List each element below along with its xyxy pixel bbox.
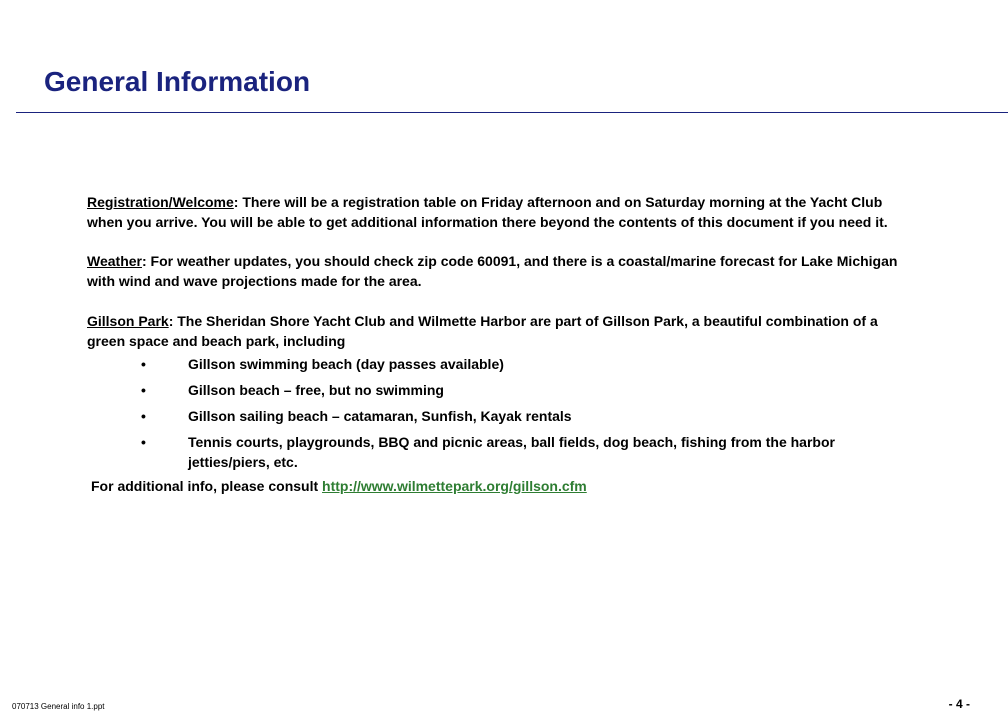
title-divider [16, 112, 1008, 113]
list-item [87, 354, 917, 374]
bullet-icon: • [141, 408, 146, 424]
list-item-text: Gillson beach – free, but no swimming [188, 382, 444, 398]
gillson-park-link[interactable]: http://www.wilmettepark.org/gillson.cfm [322, 478, 587, 494]
footer-filename: 070713 General info 1.ppt [12, 702, 105, 711]
weather-text: : For weather updates, you should check zip code 60091, and there is a coastal/marine forecast for Lake Michigan with wind and wave projections made for the area. [87, 253, 898, 289]
list-item-text: Gillson swimming beach (day passes available) [188, 356, 504, 372]
bullet-icon: • [141, 382, 146, 398]
more-info-paragraph [91, 476, 917, 496]
page-title: General Information [44, 66, 311, 97]
weather-label: Weather [87, 253, 142, 269]
page-number: - 4 - [948, 697, 970, 711]
list-item-text: Gillson sailing beach – catamaran, Sunfish, Kayak rentals [188, 408, 572, 424]
list-item [87, 406, 917, 426]
gillson-label: Gillson Park [87, 313, 169, 329]
list-item [87, 380, 917, 400]
registration-label: Registration/Welcome [87, 194, 234, 210]
registration-text: : There will be a registration table on Friday afternoon and on Saturday morning at the Yacht Club when you arrive. You will be able to get additional information there beyond the contents of this document if you need it. [87, 194, 888, 230]
slide-body [87, 192, 917, 496]
bullet-icon: • [141, 356, 146, 372]
list-item [87, 432, 917, 472]
bullet-icon: • [141, 434, 146, 450]
gillson-amenities-list [87, 354, 917, 472]
registration-paragraph [87, 192, 917, 232]
list-item-text: Tennis courts, playgrounds, BBQ and picnic areas, ball fields, dog beach, fishing from the harbor jetties/piers, etc. [188, 434, 835, 470]
gillson-text: : The Sheridan Shore Yacht Club and Wilmette Harbor are part of Gillson Park, a beautiful combination of a green space and beach park, including [87, 313, 878, 349]
gillson-paragraph [87, 311, 917, 351]
more-info-text: For additional info, please consult [91, 478, 323, 494]
weather-paragraph [87, 251, 917, 291]
